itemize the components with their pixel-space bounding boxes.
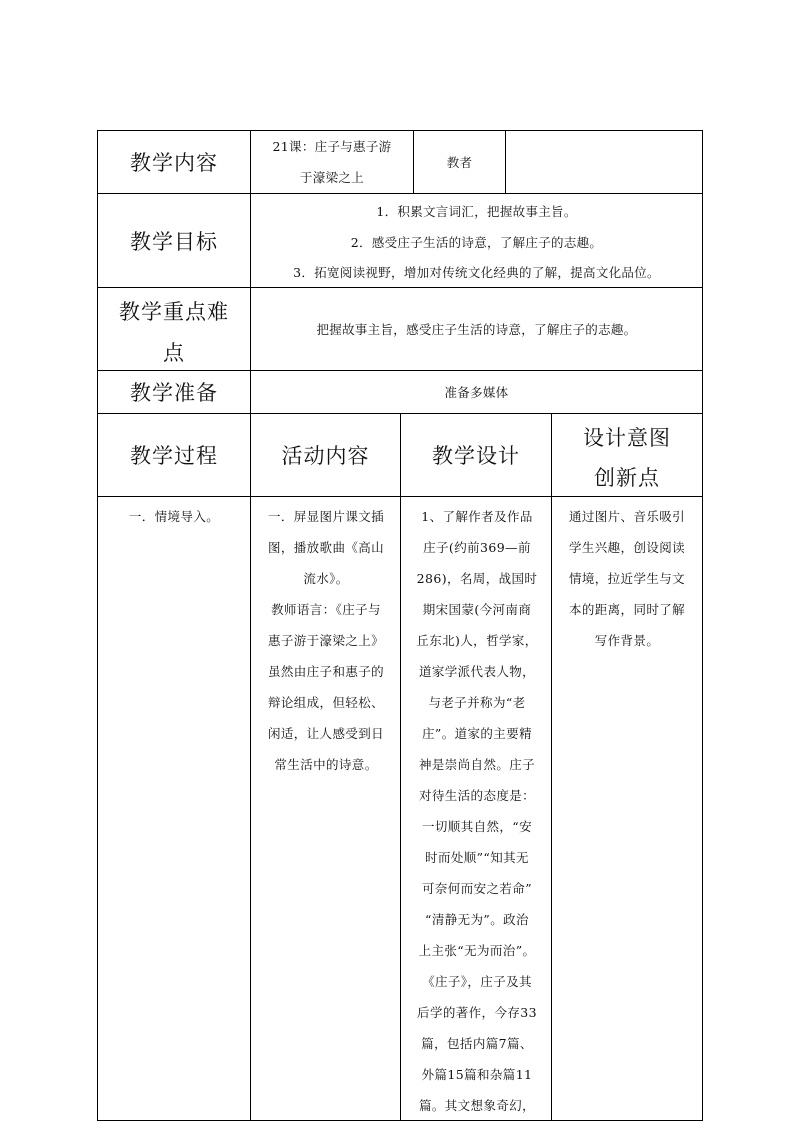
header-line: 创新点 bbox=[594, 466, 660, 490]
text-line: 期宋国蒙(今河南商 bbox=[422, 602, 532, 617]
activity-content bbox=[257, 501, 395, 780]
text-line: 神是崇尚自然。庄子 bbox=[418, 757, 536, 772]
text-line: 庄子(约前369—前 bbox=[423, 540, 531, 555]
text-line: 丘东北)人，哲学家， bbox=[416, 633, 538, 648]
text-line: 本的距离，同时了解 bbox=[568, 602, 686, 617]
text-line: 虽然由庄子和惠子的 bbox=[267, 664, 385, 679]
text-line: 庄”。道家的主要精 bbox=[422, 726, 532, 741]
goal-item: 1．积累文言词汇，把握故事主旨。 bbox=[376, 204, 577, 219]
text-line: 对待生活的态度是： bbox=[418, 788, 536, 803]
text-line: 情境，拉近学生与文 bbox=[568, 571, 686, 586]
teacher-value bbox=[506, 131, 702, 193]
text-line: 写作背景。 bbox=[594, 633, 660, 648]
label-key-difficulties bbox=[98, 288, 250, 370]
text-line: 篇。其文想象奇幻， bbox=[418, 1098, 536, 1113]
label-line: 点 bbox=[163, 341, 185, 365]
label-line: 教学重点难 bbox=[119, 300, 229, 324]
intent-content bbox=[558, 501, 696, 656]
text-line: 学生兴趣，创设阅读 bbox=[568, 540, 686, 555]
header-line: 设计意图 bbox=[583, 426, 671, 450]
text-line: 1、了解作者及作品 bbox=[421, 509, 533, 524]
key-difficulties-content: 把握故事主旨，感受庄子生活的诗意，了解庄子的志趣。 bbox=[316, 322, 637, 337]
course-title-cell bbox=[251, 131, 413, 193]
text-line: 惠子游于濠梁之上》 bbox=[267, 633, 385, 648]
column-divider bbox=[400, 413, 401, 1121]
text-line: 《庄子》，庄子及其 bbox=[422, 974, 532, 989]
header-design: 教学设计 bbox=[432, 444, 520, 468]
text-line: 辩论组成，但轻松、 bbox=[267, 695, 385, 710]
table-border-right bbox=[702, 130, 703, 1121]
text-line: 时而处顺”“知其无 bbox=[425, 850, 529, 865]
label-teaching-content: 教学内容 bbox=[130, 151, 218, 175]
design-content bbox=[408, 501, 546, 1121]
text-line: 上主张“无为而治”。 bbox=[418, 943, 536, 958]
preparation-content: 准备多媒体 bbox=[444, 385, 509, 400]
text-line: 后学的著作，今存33 bbox=[417, 1005, 537, 1020]
text-line: 闲适，让人感受到日 bbox=[267, 726, 385, 741]
text-line: 篇，包括内篇7篇、 bbox=[421, 1036, 533, 1051]
text-line: 常生活中的诗意。 bbox=[274, 757, 378, 772]
text-line: “清静无为”。政治 bbox=[425, 912, 529, 927]
text-line: 与老子并称为“老 bbox=[428, 695, 526, 710]
teaching-goals-list bbox=[251, 194, 702, 287]
text-line: 一切顺其自然，“安 bbox=[422, 819, 532, 834]
goal-item: 2．感受庄子生活的诗意，了解庄子的志趣。 bbox=[350, 235, 603, 250]
course-title-line: 21课：庄子与惠子游 bbox=[272, 139, 392, 154]
label-teaching-goals: 教学目标 bbox=[130, 229, 218, 254]
header-activity: 活动内容 bbox=[281, 444, 370, 468]
text-line: 286)，名周，战国时 bbox=[416, 571, 538, 586]
header-process: 教学过程 bbox=[130, 444, 218, 468]
goal-item: 3．拓宽阅读视野，增加对传统文化经典的了解，提高文化品位。 bbox=[293, 265, 660, 280]
text-line: 一．屏显图片课文插 bbox=[267, 509, 385, 524]
label-preparation: 教学准备 bbox=[130, 381, 218, 405]
text-line: 通过图片、音乐吸引 bbox=[568, 509, 686, 524]
text-line: 流水》。 bbox=[303, 571, 349, 586]
text-line: 道家学派代表人物， bbox=[418, 664, 536, 679]
label-teacher: 教者 bbox=[446, 155, 473, 170]
course-title-line: 于濠梁之上 bbox=[299, 170, 364, 185]
process-step: 一．情境导入。 bbox=[128, 509, 220, 524]
text-line: 图，播放歌曲《高山 bbox=[267, 540, 385, 555]
header-intent bbox=[552, 414, 702, 496]
text-line: 教师语言：《庄子与 bbox=[271, 602, 381, 617]
column-divider bbox=[551, 413, 552, 1121]
text-line: 外篇15篇和杂篇11 bbox=[421, 1067, 533, 1082]
text-line: 可奈何而安之若命” bbox=[422, 881, 532, 896]
